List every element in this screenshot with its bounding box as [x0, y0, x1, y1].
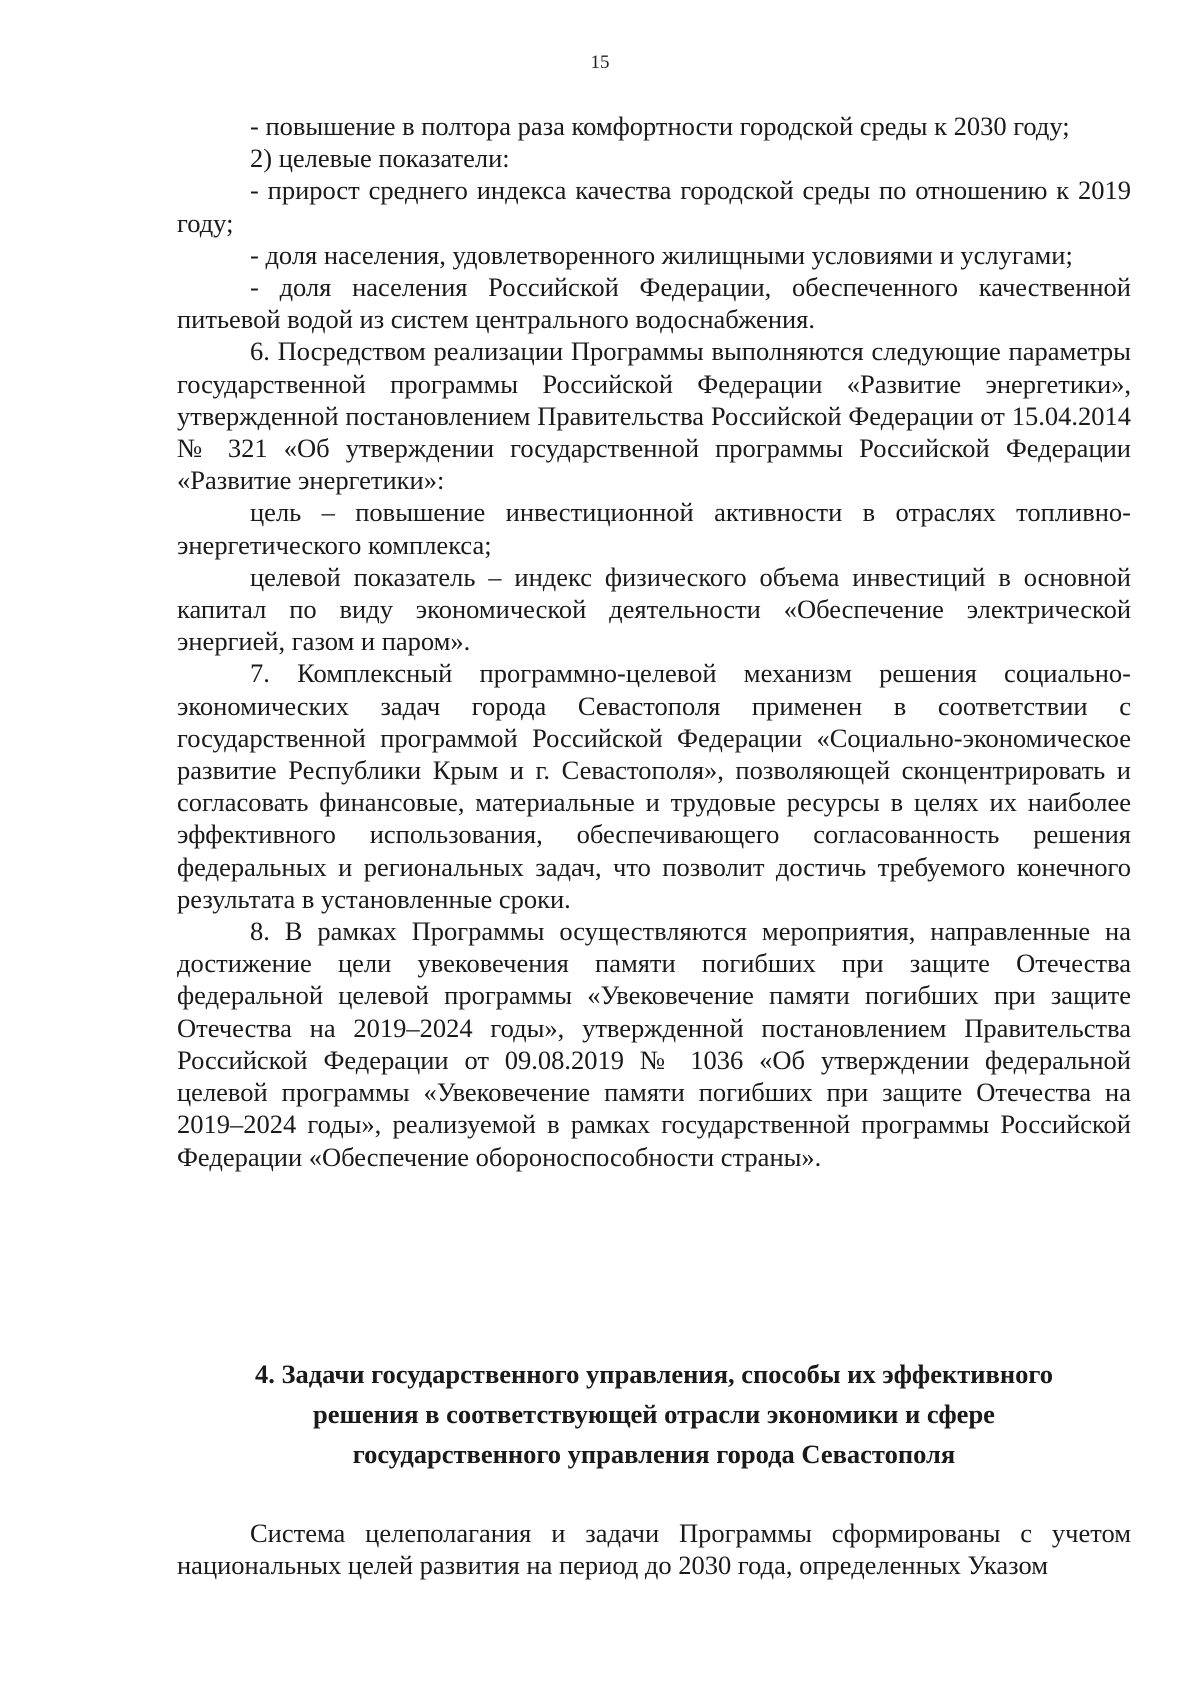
paragraph-housing-satisfaction: - доля населения, удовлетворенного жилищными условиями и услугами; [250, 239, 1073, 270]
paragraph-energy-goal: цель – повышение инвестиционной активности в отраслях топливно-энергетического комплекса; [177, 497, 1131, 560]
paragraph-urban-index-growth: - прирост среднего индекса качества городской среды по отношению к 2019 году; [177, 175, 1131, 238]
body-text [177, 110, 1131, 1173]
closing-text [177, 1517, 1131, 1581]
paragraph-energy-indicator: целевой показатель – индекс физического объема инвестиций в основной капитал по виду экономической деятельности «Обеспечение электрической энергией, газом и паром». [177, 561, 1131, 657]
paragraph-sevastopol-mechanism: 7. Комплексный программно-целевой механизм решения социально-экономических задач города Севастополя применен в соответствии с государственной программой Российской Федерации «Социально-экономическое развитие Республики Крым и г. Севастополя», позволяющей сконцентрировать и согласовать финансовые, материальные и трудовые ресурсы в целях их наиболее эффективного использования, обеспечивающего согласованность решения федеральных и региональных задач, что позволит достичь требуемого конечного результата в установленные сроки. [177, 658, 1131, 914]
paragraph-memory-program: 8. В рамках Программы осуществляются мероприятия, направленные на достижение цели увековечения памяти погибших при защите Отечества федеральной целевой программы «Увековечение памяти погибших при защите Отечества на 2019–2024 годы», утвержденной постановлением Правительства Российской Федерации от 09.08.2019 № 1036 «Об утверждении федеральной целевой программы «Увековечение памяти погибших при защите Отечества на 2019–2024 годы», реализуемой в рамках государственной программы Российской Федерации «Обеспечение обороноспособности страны». [177, 916, 1131, 1172]
section-heading-line-3: государственного управления города Севастополя [352, 1439, 956, 1469]
paragraph-comfort-increase: - повышение в полтора раза комфортности городской среды к 2030 году; [250, 111, 1070, 141]
page-number: 15 [590, 52, 610, 73]
paragraph-goal-setting: Система целеполагания и задачи Программы сформированы с учетом национальных целей развития на период до 2030 года, определенных Указом [177, 1518, 1131, 1581]
paragraph-target-indicators: 2) целевые показатели: [250, 143, 510, 174]
paragraph-drinking-water: - доля населения Российской Федерации, обеспеченного качественной питьевой водой из систем центрального водоснабжения. [177, 272, 1131, 335]
section-heading [177, 1354, 1131, 1474]
section-heading-line-1: 4. Задачи государственного управления, способы их эффективного [254, 1359, 1054, 1389]
paragraph-energy-program: 6. Посредством реализации Программы выполняются следующие параметры государственной программы Российской Федерации «Развитие энергетики», утвержденной постановлением Правительства Российской Федерации от 15.04.2014 № 321 «Об утверждении государственной программы Российской Федерации «Развитие энергетики»: [177, 336, 1131, 496]
section-heading-line-2: решения в соответствующей отрасли экономики и сфере [313, 1399, 995, 1429]
